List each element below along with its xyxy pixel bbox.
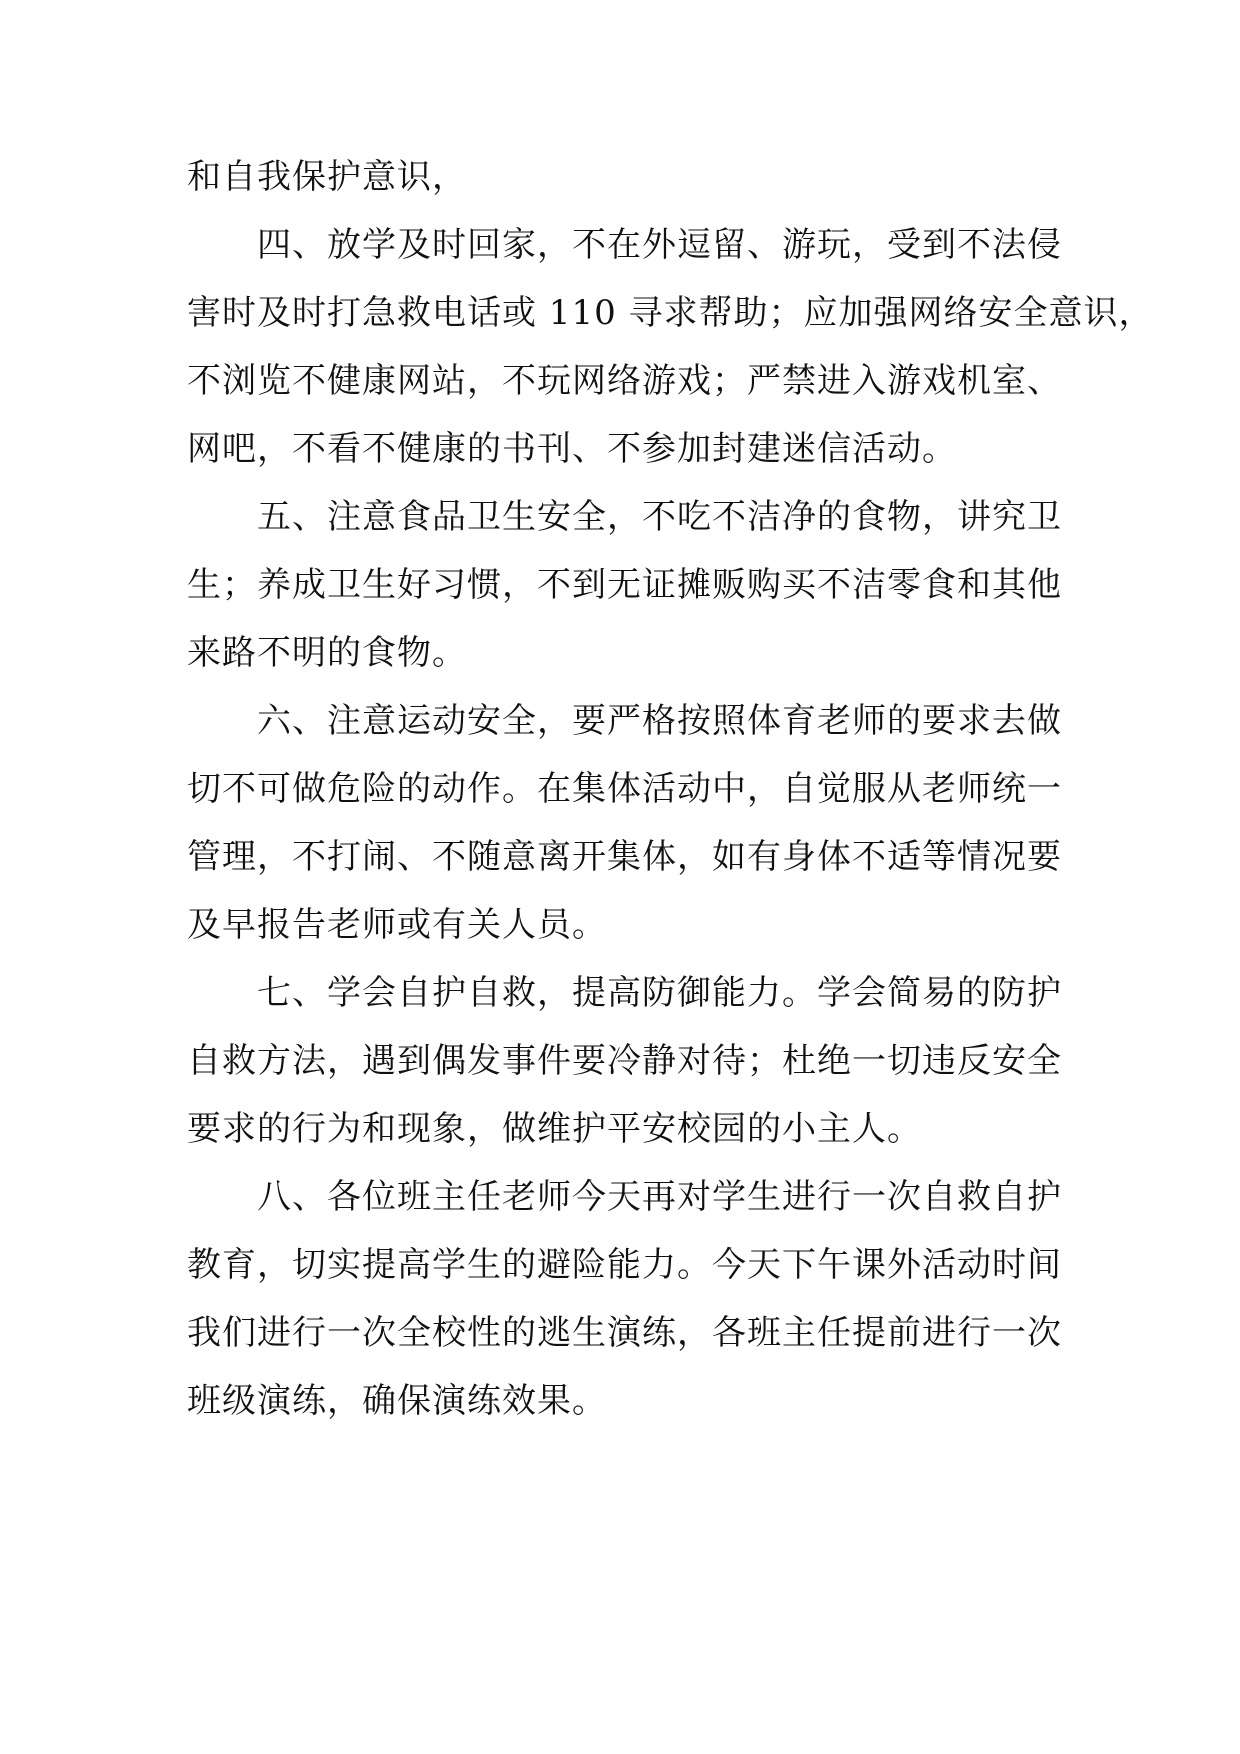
paragraph-line: 要求的行为和现象，做维护平安校园的小主人。 [187,1109,922,1149]
paragraph-line: 我们进行一次全校性的逃生演练，各班主任提前进行一次 [187,1313,1062,1353]
paragraph-line: 管理，不打闹、不随意离开集体，如有身体不适等情况要 [187,837,1062,877]
paragraph-line: 自救方法，遇到偶发事件要冷静对待；杜绝一切违反安全 [187,1041,1062,1081]
paragraph-line: 不浏览不健康网站，不玩网络游戏；严禁进入游戏机室、 [187,361,1062,401]
paragraph-line: 害时及时打急救电话或 110 寻求帮助；应加强网络安全意识， [187,293,1154,333]
paragraph-line: 班级演练，确保演练效果。 [187,1381,607,1421]
paragraph-line: 七、学会自护自救，提高防御能力。学会简易的防护 [257,973,1062,1013]
paragraph-line: 四、放学及时回家，不在外逗留、游玩，受到不法侵 [257,225,1062,265]
paragraph-line: 八、各位班主任老师今天再对学生进行一次自救自护 [257,1177,1062,1217]
paragraph-line: 切不可做危险的动作。在集体活动中，自觉服从老师统一 [187,769,1062,809]
paragraph-line: 五、注意食品卫生安全，不吃不洁净的食物，讲究卫 [257,497,1062,537]
paragraph-line: 及早报告老师或有关人员。 [187,905,607,945]
paragraph-line: 网吧，不看不健康的书刊、不参加封建迷信活动。 [187,429,957,469]
paragraph-line: 六、注意运动安全，要严格按照体育老师的要求去做 [257,701,1062,741]
paragraph-line: 和自我保护意识， [187,157,467,197]
paragraph-line: 生；养成卫生好习惯，不到无证摊贩购买不洁零食和其他 [187,565,1062,605]
paragraph-line: 教育，切实提高学生的避险能力。今天下午课外活动时间 [187,1245,1062,1285]
paragraph-line: 来路不明的食物。 [187,633,467,673]
